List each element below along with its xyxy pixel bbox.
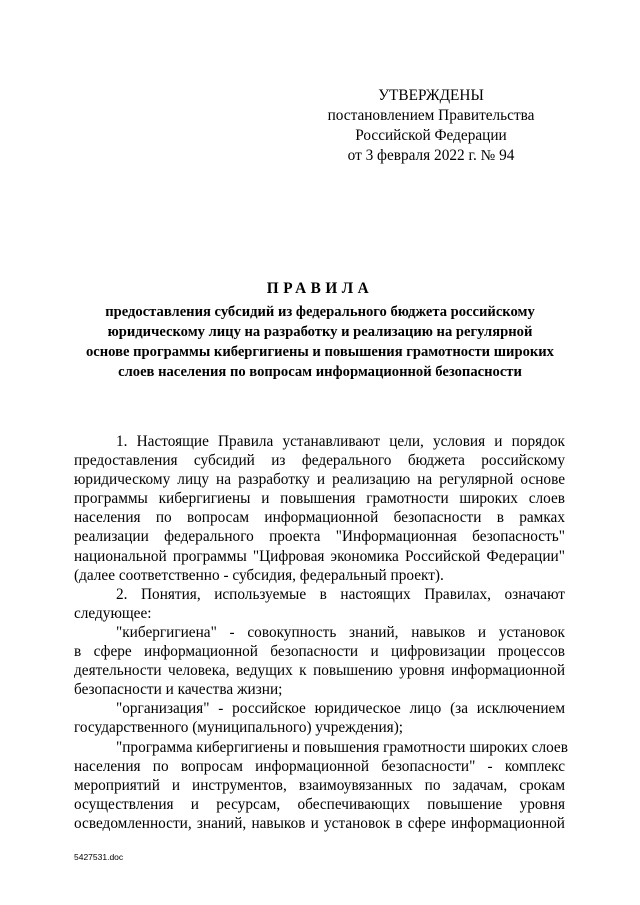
body-line: осуществления и ресурсам, обеспечивающих повышение уровня — [74, 795, 565, 813]
approval-line: Российской Федерации — [355, 127, 507, 144]
body-line: населения по вопросам информационной безопасности в рамках — [74, 509, 565, 527]
subtitle-line: юридическому лицу на разработку и реализацию на регулярной — [107, 324, 533, 340]
subtitle-line: слоев населения по вопросам информационной безопасности — [118, 364, 522, 380]
subtitle-line: основе программы кибергигиены и повышения грамотности широких — [86, 344, 554, 360]
document-title: ПРАВИЛА — [266, 280, 374, 297]
body-line: в сфере информационной безопасности и цифровизации процессов — [74, 643, 565, 661]
body-line: (далее соответственно - субсидия, федеральный проект). — [74, 566, 444, 584]
approval-block — [300, 86, 562, 166]
approval-line: постановлением Правительства — [327, 107, 535, 124]
body-line: "кибергигиена" - совокупность знаний, навыков и установок — [116, 623, 565, 641]
body-line: мероприятий и инструментов, взаимоувязанных по задачам, срокам — [74, 776, 565, 794]
body-line: безопасности и качества жизни; — [74, 681, 283, 699]
body-line: осведомленности, знаний, навыков и установок в сфере информационной — [74, 814, 565, 832]
body-line: национальной программы "Цифровая экономика Российской Федерации" — [74, 547, 565, 565]
subtitle-line: предоставления субсидий из федерального бюджета российскому — [105, 304, 535, 320]
body-line: деятельности человека, ведущих к повышению уровня информационной — [74, 662, 565, 680]
document-subtitle — [74, 302, 566, 382]
body-line: предоставления субсидий из федерального бюджета российскому — [74, 452, 565, 470]
body-line: следующее: — [74, 604, 152, 622]
body-line: программы кибергигиены и повышения грамотности широких слоев — [74, 490, 565, 508]
body-line: 2. Понятия, используемые в настоящих Правилах, означают — [116, 585, 565, 603]
approval-heading: УТВЕРЖДЕНЫ — [378, 87, 484, 104]
approval-date-number: от 3 февраля 2022 г. № 94 — [347, 147, 515, 164]
file-name-footer: 5427531.doc — [74, 852, 124, 862]
body-line: "программа кибергигиены и повышения грамотности широких слоев — [116, 738, 568, 756]
document-body — [74, 432, 568, 833]
body-line: "организация" - российское юридическое лицо (за исключением — [116, 700, 565, 718]
body-line: населения по вопросам информационной безопасности" - комплекс — [74, 757, 565, 775]
body-line: юридическому лицу на разработку и реализацию на регулярной основе — [74, 471, 565, 489]
body-line: государственного (муниципального) учреждения); — [74, 719, 404, 737]
body-line: реализации федерального проекта "Информационная безопасность" — [74, 528, 565, 546]
body-line: 1. Настоящие Правила устанавливают цели, условия и порядок — [116, 433, 565, 450]
